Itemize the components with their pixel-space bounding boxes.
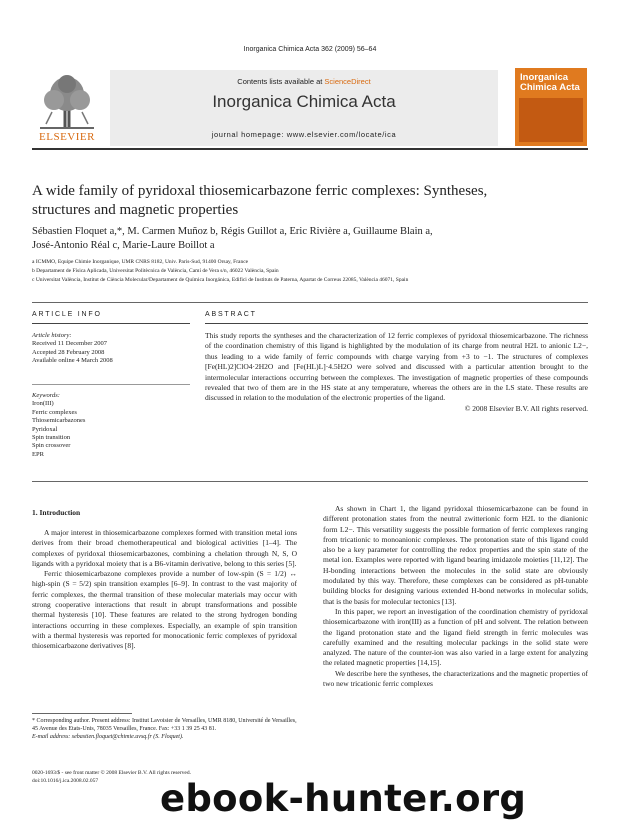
info-subrule xyxy=(32,384,190,385)
title-line-2: structures and magnetic properties xyxy=(32,202,239,218)
affiliation-b: b Departament de Física Aplicada, Universitat Politècnica de València, Camí de Vera s/n, 46022 València, Spain xyxy=(32,268,279,274)
affiliation-c: c Universitat València, Institut de Ciència Molecular/Departament de Química Inorgánica, Edifici de Instituts de Paterna, Apartat de Correus 22085, València 46071, Spain xyxy=(32,277,409,283)
intro-paragraph-3: As shown in Chart 1, the ligand pyridoxal thiosemicarbazone can be found in different protonation states from the neutral zwitterionic form H2L to the dianionic form L2−. This versatility suggests the possible formation of ferric complexes ranging from tricationic to monoanionic complexes. The protonation state of this ligand could also be a key parameter for controlling the redox properties and the spin state of the metal ion. Examples were reported with ligand bearing imidazole moieties [11,12]. The H-bonding interactions between the molecules in the solid state are obviously modulated by this way. Therefore, these complexes can be considered as pH-tunable building blocks for designing various extended H-bond networks in molecular solids, that is the basis for molecular tectonics [13]. xyxy=(323,504,588,606)
divider-top xyxy=(32,302,588,303)
abstract-heading: ABSTRACT xyxy=(205,311,257,318)
history-online: Available online 4 March 2008 xyxy=(32,357,113,365)
intro-paragraph-2: Ferric thiosemicarbazone complexes provide a number of low-spin (S = 1/2) ↔ high-spin (S = 5/2) spin transition examples [6–9]. In contrast to the vast majority of ferric complexes, the thermal transition of these molecular materials may occur with strong cooperative interactions that result in abrupt transformations and possible thermal hysteresis [10]. These features are related to the strong hydrogen bonding interactions occurring in these complexes. Especially, an example of spin transition with a thermal hysteresis was reported for monocationic ferric complexes of pyridoxal thiosemicarbazone derivatives [8]. xyxy=(32,569,297,651)
header-rule xyxy=(32,148,588,150)
left-column xyxy=(32,528,297,652)
elsevier-tree-logo-icon xyxy=(32,72,102,130)
journal-cover[interactable] xyxy=(515,68,587,146)
history-received: Received 11 December 2007 xyxy=(32,340,108,348)
history-accepted: Accepted 28 February 2008 xyxy=(32,348,105,356)
keyword: Pyridoxal xyxy=(32,425,58,433)
footnote xyxy=(32,718,297,741)
journal-title[interactable]: Inorganica Chimica Acta xyxy=(212,92,396,111)
abstract-copyright: © 2008 Elsevier B.V. All rights reserved. xyxy=(464,403,588,413)
keyword: Spin crossover xyxy=(32,442,71,450)
author-email[interactable]: E-mail address: sebastien.floquet@chimie.uvsq.fr (S. Floquet). xyxy=(32,733,184,740)
info-rule xyxy=(32,323,190,324)
keywords-list xyxy=(32,392,190,459)
sciencedirect-link[interactable]: ScienceDirect xyxy=(324,77,371,86)
author-list xyxy=(32,225,588,253)
title-line-1: A wide family of pyridoxal thiosemicarbazone ferric complexes: Syntheses, xyxy=(32,183,488,199)
abstract-body xyxy=(205,331,588,414)
keyword: Ferric complexes xyxy=(32,408,77,416)
keyword: Spin transition xyxy=(32,434,71,442)
doi-line[interactable]: doi:10.1016/j.ica.2008.02.057 xyxy=(32,777,99,784)
elsevier-wordmark: ELSEVIER xyxy=(39,131,95,143)
authors-line-2: José-Antonio Réal c, Marie-Laure Boillot a xyxy=(32,240,215,251)
keywords-label: Keywords: xyxy=(32,392,60,399)
journal-homepage[interactable]: journal homepage: www.elsevier.com/locate/ica xyxy=(211,130,397,139)
right-column xyxy=(323,504,588,689)
article-info-heading: ARTICLE INFO xyxy=(32,311,102,318)
article-title xyxy=(32,182,588,220)
journal-citation: Inorganica Chimica Acta 362 (2009) 56–64 xyxy=(243,46,377,53)
authors-line-1: Sébastien Floquet a,*, M. Carmen Muñoz b, Régis Guillot a, Eric Rivière a, Guillaume Blain a, xyxy=(32,226,433,237)
footnote-rule xyxy=(32,713,132,714)
abstract-rule xyxy=(205,323,588,324)
affiliation-a: a ICMMO, Equipe Chimie Inorganique, UMR CNRS 8182, Univ. Paris-Sud, 91400 Orsay, France xyxy=(32,259,249,265)
keyword: Thiosemicarbazones xyxy=(32,417,86,425)
section-heading-introduction: 1. Introduction xyxy=(32,508,81,517)
history-label: Article history: xyxy=(32,332,72,339)
keyword: Iron(III) xyxy=(32,400,54,408)
abstract-text: This study reports the syntheses and the characterization of 12 ferric complexes of pyridoxal thiosemicarbazone. The richness of the coordination chemistry of this ligand is highlighted by the modulation of its charge from neutral H2L to anionic L2−, thus leading to a wide family of ferric compounds with charge varying from +3 to −1. The structures of complexes [Fe(HL)2]ClO4·2H2O and [Fe(HL)L]·4.5H2O were solved and discussed with a particular attention brought to the intermolecular interactions occurring between the complexes. The investigation of magnetic properties of these compounds revealed that two of them are in the HS state at any temperature, whereas the others are in the LS state. These results are discussed in relation to the modulation of the electronic properties of the ligand. xyxy=(205,331,588,403)
watermark-text: ebook-hunter.org xyxy=(160,777,527,820)
issn-line: 0020-1693/$ - see front matter © 2008 Elsevier B.V. All rights reserved. xyxy=(32,770,191,776)
intro-paragraph-5: We describe here the syntheses, the characterizations and the magnetic properties of two new tricationic ferric complexes xyxy=(323,668,588,689)
article-history xyxy=(32,332,190,366)
cover-title: Inorganica Chimica Acta xyxy=(520,72,580,93)
divider-bottom xyxy=(32,481,588,482)
keyword: EPR xyxy=(32,450,44,458)
contents-prefix: Contents lists available at xyxy=(237,77,325,86)
cover-artwork xyxy=(519,98,583,142)
corresponding-author-note: * Corresponding author. Present address: Institut Lavoisier de Versailles, UMR 8180, Université de Versailles, 45 Avenue des Etats-Unis, 78035 Versailles, France. Fax: +33 1 39 25 43 81. xyxy=(32,718,297,732)
contents-line xyxy=(110,77,498,86)
intro-paragraph-1: A major interest in thiosemicarbazone complexes formed with transition metal ions derives from their broad chemotherapeutical and biological activities [1–4]. The complexes of pyridoxal thiosemicarbazones, combining a chelation through N, S, O ligands with a pyridoxal moiety that is a B6-vitamin derivative, belong to this series [5]. xyxy=(32,528,297,568)
intro-paragraph-4: In this paper, we report an investigation of the coordination chemistry of pyridoxal thiosemicarbazone with iron(III) as a function of pH and solvent. The relation between the ligand protonation state and the ligand field strength in ferric molecules was carefully examined and the resulting molecular packings in the solid state were analyzed. The nature of the counter-ion was also varied in a large extent for analyzing the related magnetic properties [14,15]. xyxy=(323,606,588,668)
